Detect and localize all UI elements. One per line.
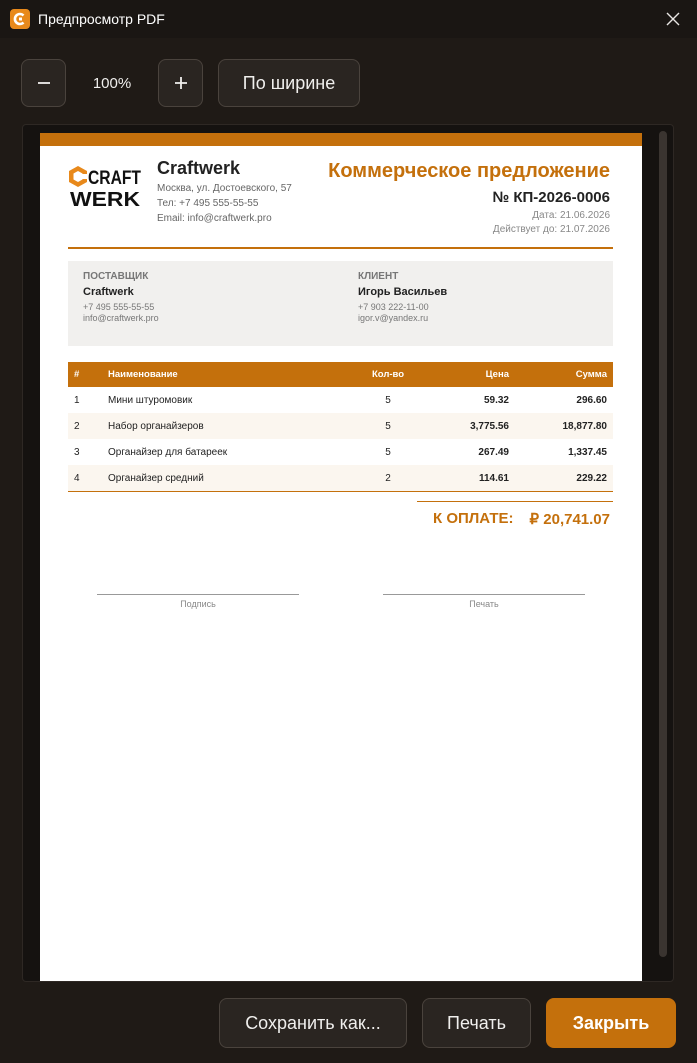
signature-line — [97, 594, 299, 595]
row-num: 4 — [74, 472, 80, 484]
row-qty: 5 — [385, 446, 391, 458]
header-num: # — [74, 369, 80, 380]
total-divider — [417, 501, 613, 502]
company-address: Москва, ул. Достоевского, 57 — [157, 183, 292, 194]
signature-label: Подпись — [180, 599, 216, 609]
document-date: Дата: 21.06.2026 — [532, 210, 610, 221]
document-title: Коммерческое предложение — [328, 160, 610, 182]
row-price: 267.49 — [478, 446, 509, 458]
header-band — [40, 133, 642, 146]
fit-width-button[interactable]: По ширине — [218, 59, 360, 107]
supplier-heading: ПОСТАВЩИК — [83, 271, 149, 282]
logo-text-top: CRAFT — [88, 168, 142, 189]
header-name: Наименование — [108, 369, 178, 380]
row-price: 59.32 — [483, 394, 509, 406]
total-amount — [433, 510, 610, 528]
zoom-toolbar — [21, 58, 360, 108]
row-num: 2 — [74, 420, 80, 432]
document-number: № КП-2026-0006 — [492, 189, 610, 206]
title-bar — [0, 0, 697, 38]
row-sum: 1,337.45 — [568, 446, 607, 458]
row-name: Органайзер для батареек — [108, 446, 228, 458]
pdf-viewer[interactable] — [22, 124, 674, 982]
row-num: 1 — [74, 394, 80, 406]
total-value: ₽ 20,741.07 — [529, 511, 610, 528]
row-qty: 5 — [385, 394, 391, 406]
supplier-name: Craftwerk — [83, 286, 134, 298]
client-email: igor.v@yandex.ru — [358, 313, 429, 323]
row-name: Органайзер средний — [108, 472, 204, 484]
logo-text-bottom: WERK — [70, 189, 141, 211]
row-price: 3,775.56 — [470, 420, 509, 432]
stamp-line — [383, 594, 585, 595]
table-row — [68, 439, 613, 465]
table-header — [68, 362, 613, 387]
header-sum: Сумма — [575, 369, 607, 380]
company-name: Craftwerk — [157, 158, 241, 178]
print-button[interactable]: Печать — [422, 998, 531, 1048]
close-icon[interactable] — [663, 9, 683, 29]
supplier-phone: +7 495 555-55-55 — [83, 302, 155, 312]
row-name: Мини штуромовик — [108, 394, 193, 406]
client-heading: КЛИЕНТ — [358, 271, 399, 282]
minus-icon — [37, 76, 51, 90]
zoom-in-button[interactable] — [158, 59, 203, 107]
row-name: Набор органайзеров — [108, 420, 204, 432]
row-price: 114.61 — [478, 472, 509, 484]
table-row — [68, 465, 613, 491]
craftwerk-logo — [68, 165, 142, 211]
vertical-scrollbar[interactable] — [659, 131, 667, 957]
client-name: Игорь Васильев — [358, 286, 448, 298]
zoom-out-button[interactable] — [21, 59, 66, 107]
row-num: 3 — [74, 446, 80, 458]
window-title: Предпросмотр PDF — [38, 11, 165, 27]
zoom-level: 100% — [92, 74, 132, 92]
app-logo-icon — [10, 9, 30, 29]
row-qty: 2 — [385, 472, 391, 484]
header-price: Цена — [485, 369, 509, 380]
company-phone: Тел: +7 495 555-55-55 — [157, 198, 259, 209]
stamp-label: Печать — [469, 599, 499, 609]
row-sum: 229.22 — [576, 472, 607, 484]
items-table — [68, 362, 613, 492]
document-valid-until: Действует до: 21.07.2026 — [492, 224, 610, 235]
row-sum: 18,877.80 — [562, 420, 607, 432]
pdf-page — [40, 133, 642, 981]
row-qty: 5 — [385, 420, 391, 432]
save-as-button[interactable]: Сохранить как... — [219, 998, 407, 1048]
parties-block — [68, 261, 613, 346]
supplier-email: info@craftwerk.pro — [83, 313, 159, 323]
company-email: Email: info@craftwerk.pro — [157, 213, 272, 224]
plus-icon — [174, 76, 188, 90]
header-divider — [68, 247, 613, 249]
total-label: К ОПЛАТЕ: — [433, 510, 514, 527]
close-button[interactable]: Закрыть — [546, 998, 676, 1048]
row-sum: 296.60 — [576, 394, 607, 406]
table-row — [68, 387, 613, 413]
client-phone: +7 903 222-11-00 — [358, 302, 429, 312]
table-row — [68, 413, 613, 439]
table-bottom-rule — [68, 491, 613, 492]
header-qty: Кол-во — [371, 369, 405, 380]
